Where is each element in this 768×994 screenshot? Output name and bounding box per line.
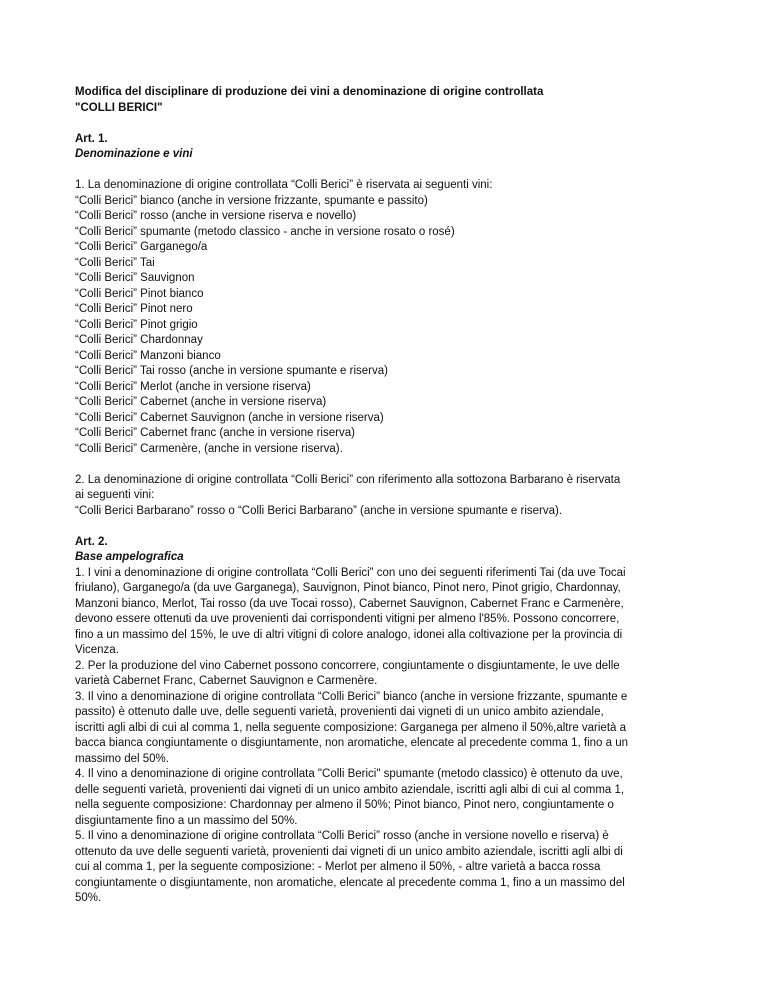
article-1-intro: 1. La denominazione di origine controllata “Colli Berici” è riservata ai seguenti vini: bbox=[75, 179, 493, 191]
article-2-text-line: disgiuntamente fino a un massimo del 50%. bbox=[75, 814, 298, 827]
wine-list-item: “Colli Berici” Sauvignon bbox=[75, 272, 195, 284]
document-title-line-1: Modifica del disciplinare di produzione dei vini a denominazione di origine controllata bbox=[75, 86, 544, 98]
article-1-heading: Denominazione e vini bbox=[75, 148, 193, 160]
wine-list-item: “Colli Berici” Pinot grigio bbox=[75, 318, 198, 331]
article-2-text-line: delle seguenti varietà, provenienti dai vigneti di un unico ambito aziendale, iscritti agli albi di cui al comma 1, bbox=[75, 783, 625, 796]
wine-list-item: “Colli Berici” Cabernet Sauvignon (anche in versione riserva) bbox=[75, 411, 384, 424]
wine-list-item: “Colli Berici” Carmenère, (anche in versione riserva). bbox=[75, 442, 343, 455]
wine-list-item: “Colli Berici” Cabernet franc (anche in versione riserva) bbox=[75, 427, 355, 439]
article-2-text-line: ottenuto da uve delle seguenti varietà, provenienti dai vigneti di un unico ambito aziendale, iscritti agli albi di bbox=[75, 845, 623, 858]
wine-list-item: “Colli Berici” Garganego/a bbox=[75, 241, 208, 253]
article-2-text-line: Vicenza. bbox=[75, 644, 119, 656]
article-2-text-line: 50%. bbox=[75, 892, 102, 904]
wine-list-item: “Colli Berici” Pinot bianco bbox=[75, 287, 204, 300]
wine-list-item: “Colli Berici” bianco (anche in versione frizzante, spumante e passito) bbox=[75, 194, 428, 207]
article-1-number: Art. 1. bbox=[75, 132, 108, 145]
document-title-line-2: "COLLI BERICI" bbox=[75, 101, 163, 114]
article-2-text-line: 1. I vini a denominazione di origine controllata “Colli Berici” con uno dei seguenti riferimenti Tai (da uve Tocai bbox=[75, 566, 626, 579]
article-2-text-line: 2. Per la produzione del vino Cabernet possono concorrere, congiuntamente o disgiuntamente, le uve delle bbox=[75, 659, 620, 672]
article-2-text-line: varietà Cabernet Franc, Cabernet Sauvignon e Carmenère. bbox=[75, 675, 378, 687]
article-2-body bbox=[75, 566, 697, 907]
article-2-text-line: 4. Il vino a denominazione di origine controllata "Colli Berici" spumante (metodo classico) è ottenuto da uve, bbox=[75, 768, 623, 780]
wine-list-item: “Colli Berici” Cabernet (anche in versione riserva) bbox=[75, 396, 327, 408]
wine-list-item: “Colli Berici” Chardonnay bbox=[75, 334, 203, 346]
article-1-para-2-line-3: “Colli Berici Barbarano” rosso o “Colli Berici Barbarano” (anche in versione spumante e riserva). bbox=[75, 504, 563, 517]
article-2-text-line: bacca bianca congiuntamente o disgiuntamente, non aromatiche, elencate al precedente comma 1, fino a un bbox=[75, 737, 628, 749]
article-2-text-line: nella seguente composizione: Chardonnay per almeno il 50%; Pinot bianco, Pinot nero, congiuntamente o bbox=[75, 799, 614, 811]
wine-list-item: “Colli Berici” Tai rosso (anche in versione spumante e riserva) bbox=[75, 365, 388, 377]
wine-list bbox=[75, 194, 697, 458]
wine-list-item: “Colli Berici” Pinot nero bbox=[75, 303, 193, 315]
wine-list-item: “Colli Berici” spumante (metodo classico - anche in versione rosato o rosé) bbox=[75, 225, 455, 238]
article-2-text-line: cui al comma 1, per la seguente composizione: - Merlot per almeno il 50%, - altre varietà a bacca rossa bbox=[75, 861, 601, 873]
document-page bbox=[75, 85, 697, 907]
article-2-text-line: fino a un massimo del 15%, le uve di altri vitigni di colore analogo, idonei alla coltivazione per la provincia di bbox=[75, 628, 623, 641]
article-2-text-line: friulano), Garganego/a (da uve Garganega), Sauvignon, Pinot bianco, Pinot nero, Pinot grigio, Chardonnay, bbox=[75, 582, 621, 594]
article-2-text-line: Manzoni bianco, Merlot, Tai rosso (da uve Tocai rosso), Cabernet Sauvignon, Cabernet Franc e Carmenère, bbox=[75, 597, 624, 610]
article-2-text-line: passito) è ottenuto dalle uve, delle seguenti varietà, provenienti dai vigneti di un unico ambito aziendale, bbox=[75, 706, 604, 718]
article-2-text-line: congiuntamente o disgiuntamente, non aromatiche, elencate al precedente comma 1, fino a un massimo del bbox=[75, 876, 625, 889]
wine-list-item: “Colli Berici” Tai bbox=[75, 256, 155, 269]
wine-list-item: “Colli Berici” Merlot (anche in versione riserva) bbox=[75, 380, 311, 393]
article-2-text-line: 3. Il vino a denominazione di origine controllata “Colli Berici” bianco (anche in versione frizzante, spumante e bbox=[75, 690, 628, 703]
article-2-text-line: massimo del 50%. bbox=[75, 752, 169, 765]
article-1-para-2-line-1: 2. La denominazione di origine controllata “Colli Berici” con riferimento alla sottozona Barbarano è riservata bbox=[75, 473, 621, 486]
wine-list-item: “Colli Berici” Manzoni bianco bbox=[75, 349, 221, 362]
article-2-heading: Base ampelografica bbox=[75, 551, 184, 563]
article-2-text-line: 5. Il vino a denominazione di origine controllata “Colli Berici” rosso (anche in versione novello e riserva) è bbox=[75, 830, 609, 842]
article-1-para-2-line-2: ai seguenti vini: bbox=[75, 489, 155, 501]
article-2-text-line: devono essere ottenuti da uve provenienti dai corrispondenti vitigni per almeno l'85%. Possono concorrere, bbox=[75, 613, 620, 625]
article-2-text-line: iscritti agli albi di cui al comma 1, nella seguente composizione: Garganega per almeno il 50%,altre varietà a bbox=[75, 721, 627, 734]
article-2-number: Art. 2. bbox=[75, 535, 108, 548]
wine-list-item: “Colli Berici” rosso (anche in versione riserva e novello) bbox=[75, 210, 357, 222]
